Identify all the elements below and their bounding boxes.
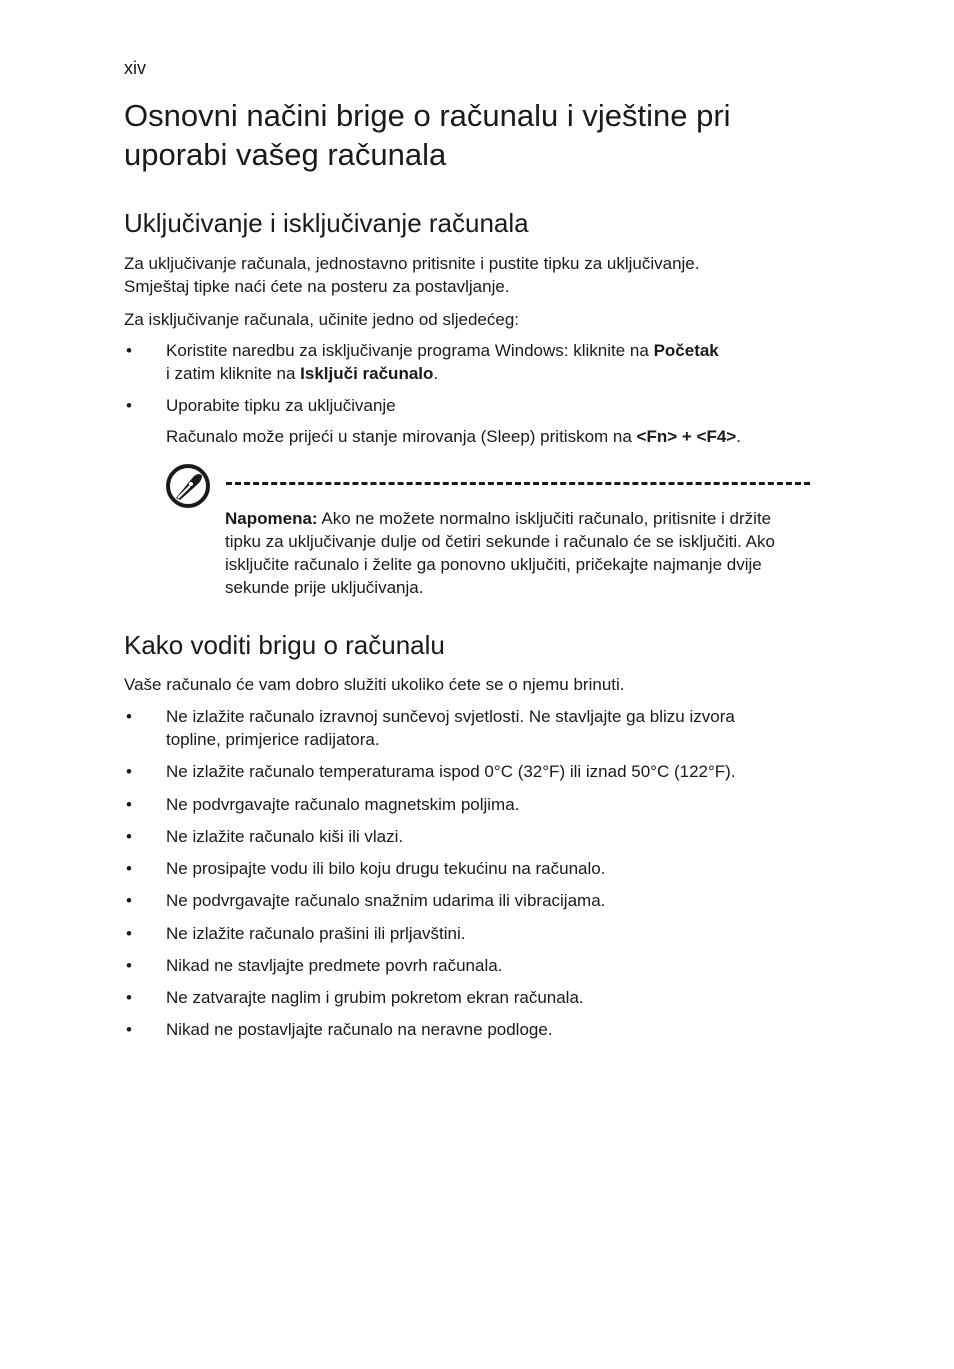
bullet-icon: • — [126, 988, 132, 1007]
list-item-text: Ne izlažite računalo prašini ili prljavštini. — [166, 924, 466, 943]
note-text: Napomena: Ako ne možete normalno isključiti računalo, pritisnite i držite tipku za uključivanje dulje od četiri sekunde i računalo će se isključiti. Ako isključite računalo i želite ga ponovno uključiti, pričekajte najmanje dvije sekunde prije uključivanja. — [225, 509, 775, 597]
power-on-line2: Smještaj tipke naći ćete na posteru za postavljanje. — [124, 277, 510, 296]
page-title: Osnovni načini brige o računalu i vještine pri uporabi vašeg računala — [124, 98, 731, 172]
bullet-icon: • — [126, 795, 132, 814]
section-heading-care: Kako voditi brigu o računalu — [124, 630, 445, 660]
page-number: xiv — [124, 58, 146, 78]
bold-shutdown: Isključi računalo — [300, 364, 434, 383]
bullet-icon: • — [126, 1020, 132, 1039]
bullet-icon: • — [126, 396, 132, 415]
list-item-text: Ne izlažite računalo izravnoj sunčevoj svjetlosti. Ne stavljajte ga blizu izvora topline, primjerice radijatora. — [166, 707, 735, 749]
power-on-paragraph — [124, 252, 814, 298]
list-item-text: Ne podvrgavajte računalo snažnim udarima ili vibracijama. — [166, 891, 606, 910]
list-item-text: Ne zatvarajte naglim i grubim pokretom ekran računala. — [166, 988, 584, 1007]
list-item-text: Ne prosipajte vodu ili bilo koju drugu tekućinu na računalo. — [166, 859, 606, 878]
note-label: Napomena: — [225, 509, 318, 528]
note-divider — [226, 482, 810, 485]
bullet-icon: • — [126, 707, 132, 726]
section-heading-power: Uključivanje i isključivanje računala — [124, 208, 529, 238]
list-item-text: Koristite naredbu za isključivanje programa Windows: kliknite na Početak i zatim kliknite na Isključi računalo. — [166, 341, 719, 383]
bullet-icon: • — [126, 341, 132, 360]
power-on-line1: Za uključivanje računala, jednostavno pritisnite i pustite tipku za uključivanje. — [124, 254, 700, 273]
bullet-icon: • — [126, 859, 132, 878]
note-pen-icon — [164, 462, 212, 510]
power-off-intro: Za isključivanje računala, učinite jedno od sljedećeg: — [124, 310, 520, 329]
list-item-text: Ne izlažite računalo kiši ili vlazi. — [166, 827, 404, 846]
bullet-icon: • — [126, 762, 132, 781]
list-item-text: Uporabite tipku za uključivanje — [166, 396, 396, 415]
list-item-text: Ne izlažite računalo temperaturama ispod 0°C (32°F) ili iznad 50°C (122°F). — [166, 762, 736, 781]
bullet-icon: • — [126, 924, 132, 943]
sleep-hint: Računalo može prijeći u stanje mirovanja (Sleep) pritiskom na <Fn> + <F4>. — [166, 427, 741, 446]
bullet-icon: • — [126, 891, 132, 910]
list-item-text: Nikad ne postavljajte računalo na neravne podloge. — [166, 1020, 553, 1039]
bold-start: Početak — [653, 341, 719, 360]
bullet-icon: • — [126, 956, 132, 975]
sleep-shortcut: <Fn> + <F4> — [636, 427, 737, 446]
list-item-text: Ne podvrgavajte računalo magnetskim poljima. — [166, 795, 520, 814]
care-intro: Vaše računalo će vam dobro služiti ukoliko ćete se o njemu brinuti. — [124, 675, 625, 694]
list-item-text: Nikad ne stavljajte predmete povrh računala. — [166, 956, 503, 975]
bullet-icon: • — [126, 827, 132, 846]
